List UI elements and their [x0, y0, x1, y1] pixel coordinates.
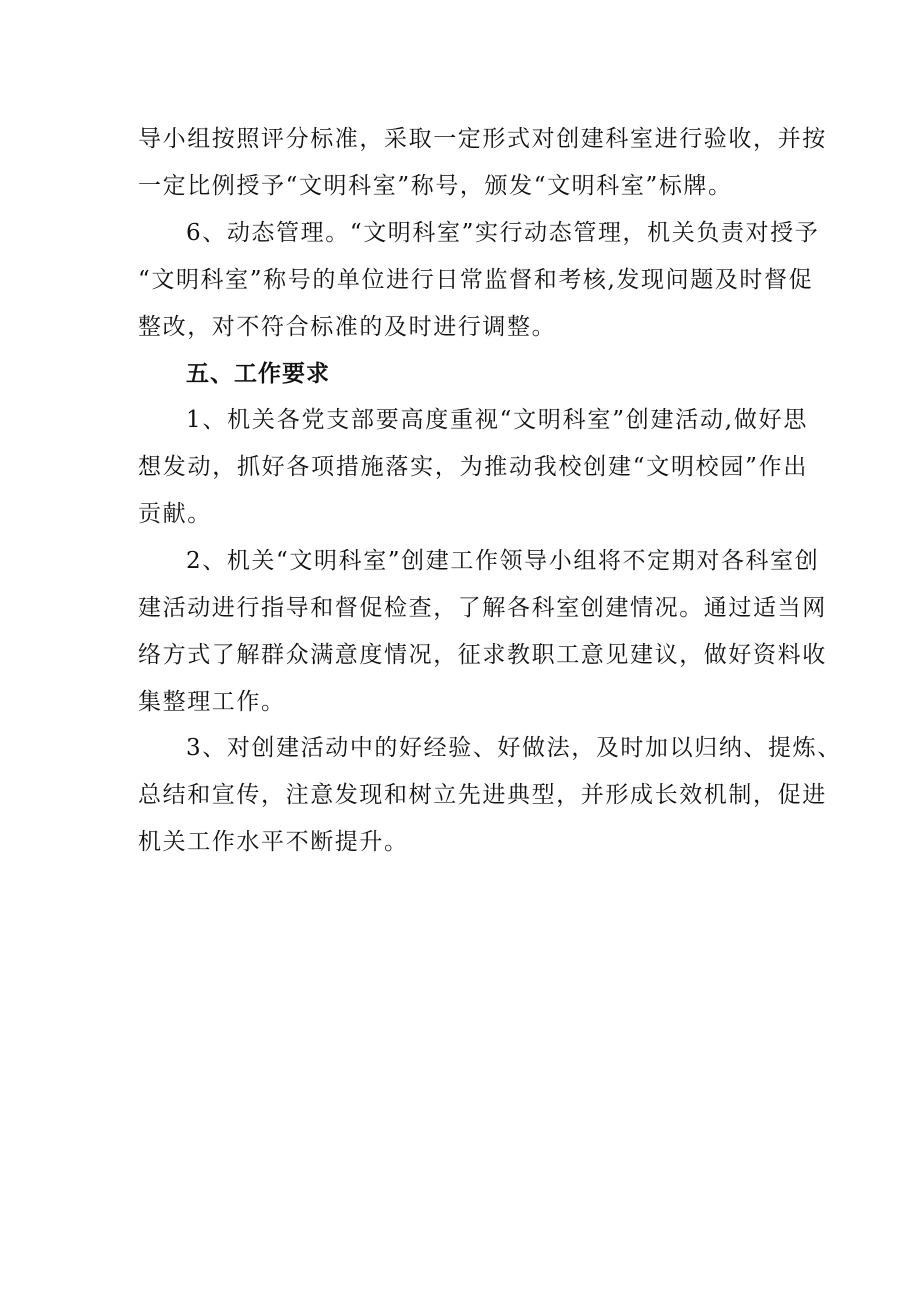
text-line: “文明科室”称号的单位进行日常监督和考核,发现问题及时督促	[138, 267, 814, 293]
paragraph-1-first-line: 1、机关各党支部要高度重视“文明科室”创建活动,做好思	[186, 407, 808, 433]
text-line: 整改，对不符合标准的及时进行调整。	[138, 314, 557, 340]
section-heading: 五、工作要求	[186, 361, 330, 387]
text-line: 总结和宣传，注意发现和树立先进典型，并形成长效机制，促进	[138, 782, 827, 808]
text-line: 一定比例授予“文明科室”称号，颁发“文明科室”标牌。	[138, 173, 733, 199]
paragraph-6-first-line: 6、动态管理。“文明科室”实行动态管理，机关负责对授予	[186, 220, 820, 246]
text-line: 机关工作水平不断提升。	[138, 829, 409, 855]
text-line: 想发动，抓好各项措施落实，为推动我校创建“文明校园”作出	[138, 454, 808, 480]
paragraph-3-first-line: 3、对创建活动中的好经验、好做法，及时加以归纳、提炼、	[186, 735, 842, 761]
text-line: 贡献。	[138, 501, 212, 527]
text-line: 络方式了解群众满意度情况，征求教职工意见建议，做好资料收	[138, 642, 827, 668]
text-line: 建活动进行指导和督促检查，了解各科室创建情况。通过适当网	[138, 595, 827, 621]
text-line: 集整理工作。	[138, 689, 286, 715]
paragraph-2-first-line: 2、机关“文明科室”创建工作领导小组将不定期对各科室创	[186, 548, 820, 574]
text-line: 导小组按照评分标准，采取一定形式对创建科室进行验收，并按	[138, 126, 827, 152]
